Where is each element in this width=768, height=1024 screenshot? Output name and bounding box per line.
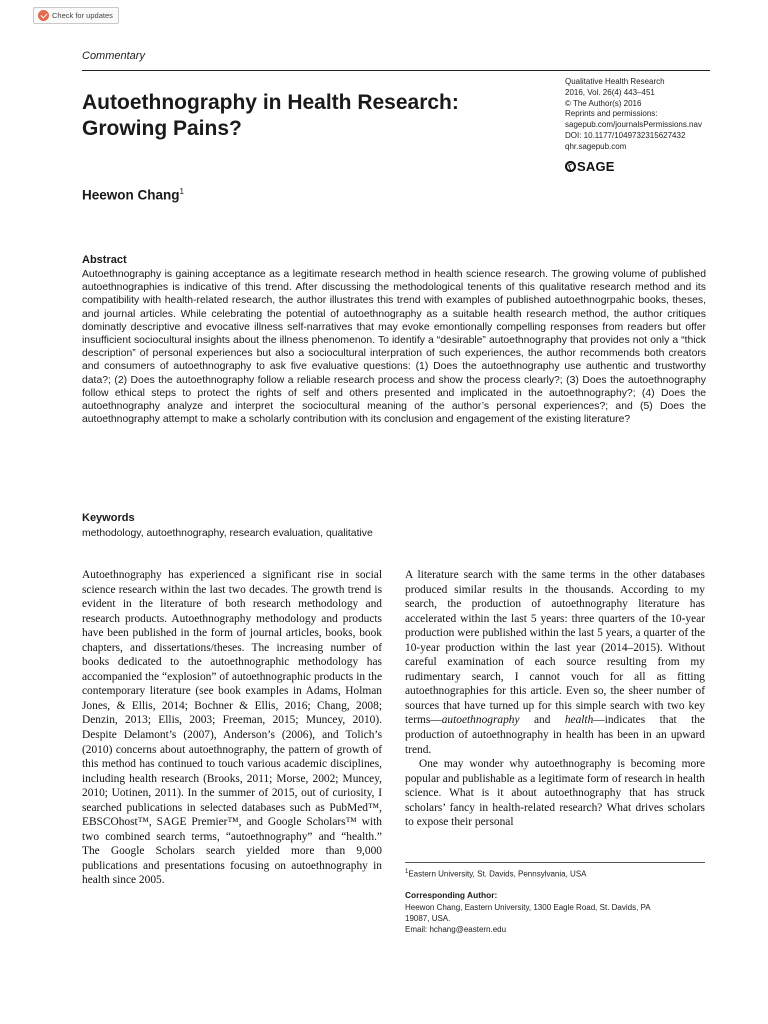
abstract-heading: Abstract (82, 254, 127, 266)
body-paragraph: One may wonder why autoethnography is becoming more popular and publishable as a legitimate form of research in health science. What is it about autoethnography that has struck scholars’ fancy in health-related research? What drives scholars to expose their personal (405, 758, 705, 829)
body-text: A literature search with the same terms in the other databases produced similar results in the thousands. According to my search, the production of autoethnography literature has accelerated within the last 5 years: three quarters of the 10-year production were published within the last 5 years, a quarter of the 10-year production within the last year (2014–2015). Without careful examination of each source resulting from my rudimentary search, I cannot vouch for all as fitting autoethnographies for this article. Even so, the sheer number of sources that have turned up for this simple search with two key terms— (405, 569, 705, 727)
sage-logo (565, 159, 615, 174)
check-circle-icon (38, 10, 49, 21)
journal-url[interactable]: qhr.sagepub.com (565, 141, 627, 151)
affiliation-mark: 1 (405, 869, 409, 875)
body-paragraph: Autoethnography has experienced a significant rise in social science research within the last two decades. The growth trend is evident in the literature of both research methodology and research products. Autoethnography methodology and products have been published in the form of journal articles, books, book chapters, and dissertations/theses. The increasing number of books dedicated to the autoethnographic methodology has accompanied the “explosion” of autoethnographic products in the contemporary literature (see book examples in Adams, Holman Jones, & Ellis, 2014; Bochner & Ellis, 2016; Chang, 2008; Denzin, 2013; Ellis, 2003; Freeman, 2015; Muncey, 2010). Despite Delamont’s (2007), Anderson’s (2006), and Tolich’s (2010) concerns about autoethnography, the pattern of growth of this method has continued to touch various academic disciplines, including health research (Brooks, 2011; Morse, 2002; Muncey, 2010; Uotinen, 2011). In the summer of 2015, out of curiosity, I searched publications in selected databases such as PubMed™, EBSCOhost™, SAGE Premier™, and Google Scholars™ with two combined search terms, “autoethnography” and “health.” The Google Scholars search yielded more than 9,000 publications and presentations focusing on autoethnography in health since 2005. (82, 569, 382, 887)
section-label: Commentary (82, 50, 145, 62)
journal-volume: 2016, Vol. 26(4) 443–451 (565, 87, 655, 97)
copyright: © The Author(s) 2016 (565, 98, 642, 108)
author-name: Heewon Chang (82, 187, 180, 203)
permissions-link[interactable]: sagepub.com/journalsPermissions.nav (565, 120, 702, 130)
check-for-updates-badge[interactable] (33, 7, 119, 24)
author-line (82, 187, 184, 203)
check-for-updates-label: Check for updates (52, 11, 113, 20)
body-column-right (405, 568, 705, 830)
affiliation-text: Eastern University, St. Davids, Pennsylvania, USA (408, 869, 587, 879)
keywords-text: methodology, autoethnography, research evaluation, qualitative (82, 528, 373, 539)
corresponding-email[interactable]: Email: hchang@eastern.edu (405, 925, 507, 935)
body-text: and (519, 714, 565, 727)
corresponding-address: Heewon Chang, Eastern University, 1300 Eagle Road, St. Davids, PA (405, 903, 651, 912)
doi[interactable]: DOI: 10.1177/1049732315627432 (565, 130, 686, 140)
body-paragraph (405, 568, 705, 757)
keywords-heading: Keywords (82, 512, 135, 524)
footnote-divider (405, 862, 705, 863)
header-divider (82, 70, 710, 71)
abstract-text: Autoethnography is gaining acceptance as a legitimate research method in health science research. The growing volume of published autoethnographies is indicative of this trend. After discussing the methodological tenents of this qualitative research method and its compatibility with health-related research, the author illustrates this trend with examples of published autoethnogrpahic books, theses, and journal articles. While celebrating the potential of autoethnography as a suitable health research method, the author critiques dominatly descriptive and evocative illness self-narratives that may evoke emontionally compelling responses from readers but offer insufficient sociocultural insights about the illness phenomenon. To identify a “desirable” autoethnography that provides not only a “thick description” of personal experiences but also a sociocultural interpration of such experiences, the author recommends both creators and consumers of autoethnography to ask five evaluative questions: (1) Does the autoethnography use authentic and trustworthy data?; (2) Does the autoethnography follow a reliable research process and show the process clearly?; (3) Does the autoethnography follow ethical steps to protect the rights of self and others presented and implicated in the autoethnography?; (4) Does the autoethnography analyze and interpret the sociocultural meaning of the author’s personal experiences?; and (5) Does the autoethnography attempt to make a scholarly contribution with its conclusion and engagement of the existing literature? (82, 269, 706, 426)
sage-logo-text: SAGE (577, 159, 615, 174)
emphasis-term: autoethnography (441, 714, 520, 727)
body-text: —indicates that the production of autoethnography in health has been in an upward trend. (405, 714, 705, 756)
journal-name: Qualitative Health Research (565, 77, 665, 86)
corresponding-address-cont: 19087, USA. (405, 914, 451, 924)
corresponding-author-details (405, 902, 705, 936)
emphasis-term: health (564, 714, 594, 727)
author-affiliation-mark: 1 (179, 187, 184, 196)
affiliation-footnote (405, 869, 587, 879)
body-column-left (82, 568, 382, 888)
sage-logo-icon (565, 161, 576, 172)
corresponding-author-heading: Corresponding Author: (405, 890, 498, 900)
reprints-label: Reprints and permissions: (565, 109, 658, 119)
article-title: Autoethnography in Health Research: Growing Pains? (82, 91, 459, 140)
journal-info (565, 77, 745, 153)
